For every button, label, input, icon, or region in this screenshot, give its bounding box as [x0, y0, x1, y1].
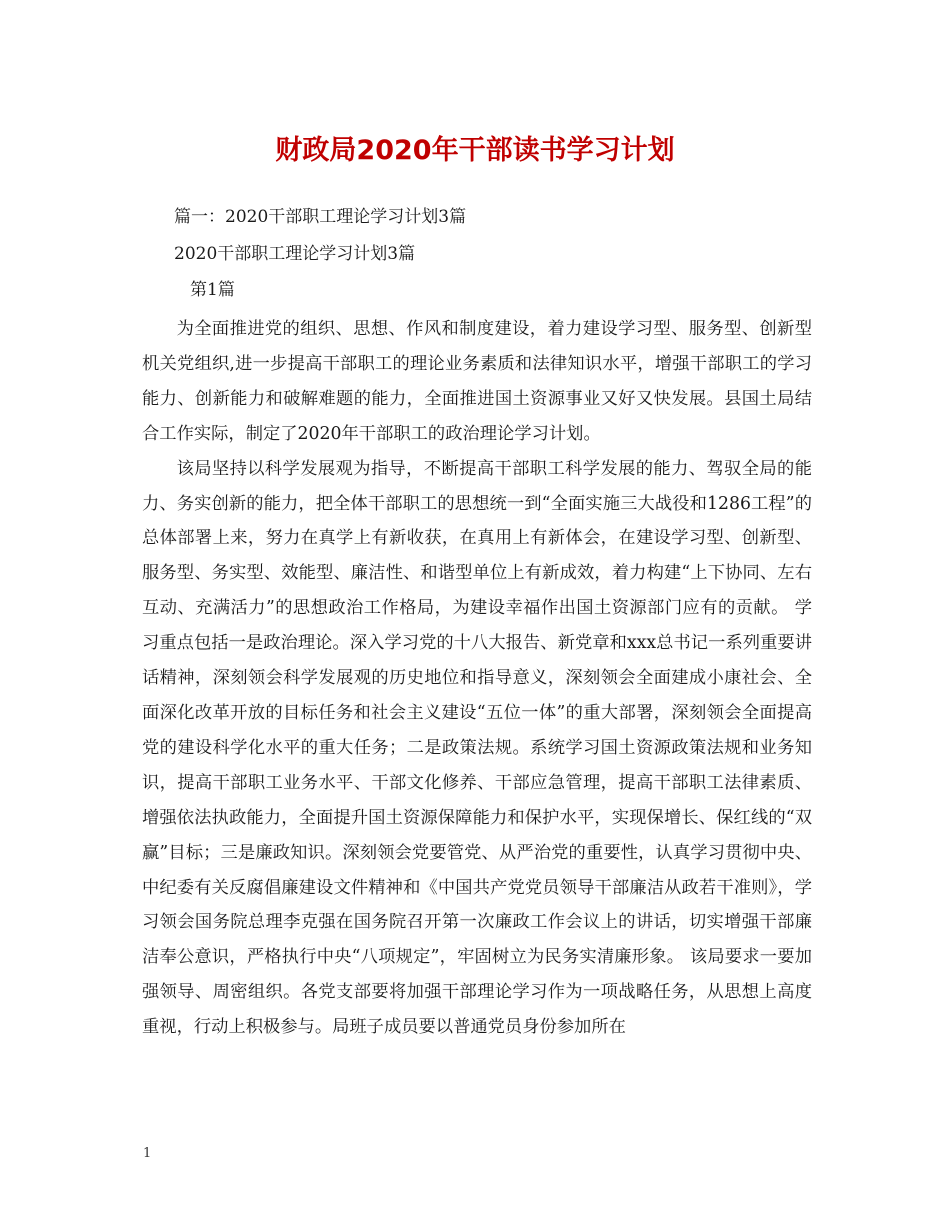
- section-heading: 篇一：2020干部职工理论学习计划3篇: [174, 207, 467, 227]
- body-text: [142, 312, 812, 1045]
- subsection-heading: 2020干部职工理论学习计划3篇: [174, 244, 416, 264]
- page-number: 1: [143, 1146, 152, 1161]
- document-title: 财政局2020年干部读书学习计划: [275, 135, 675, 166]
- paragraph: 该局坚持以科学发展观为指导，不断提高干部职工科学发展的能力、驾驭全局的能力、务实创新的能力，把全体干部职工的思想统一到“全面实施三大战役和1286工程”的总体部署上来，努力在真学上有新收获，在真用上有新体会，在建设学习型、创新型、服务型、务实型、效能型、廉洁性、和谐型单位上有新成效，着力构建“上下协同、左右互动、充满活力”的思想政治工作格局，为建设幸福作出国土资源部门应有的贡献。 学习重点包括一是政治理论。深入学习党的十八大报告、新党章和xxx总书记一系列重要讲话精神，深刻领会科学发展观的历史地位和指导意义，深刻领会全面建成小康社会、全面深化改革开放的目标任务和社会主义建设“五位一体”的重大部署，深刻领会全面提高党的建设科学化水平的重大任务；二是政策法规。系统学习国土资源政策法规和业务知识，提高干部职工业务水平、干部文化修养、干部应急管理，提高干部职工法律素质、增强依法执政能力，全面提升国土资源保障能力和保护水平，实现保增长、保红线的“双赢”目标；三是廉政知识。深刻领会党要管党、从严治党的重要性，认真学习贯彻中央、中纪委有关反腐倡廉建设文件精神和《中国共产党党员领导干部廉洁从政若干准则》，学习领会国务院总理李克强在国务院召开第一次廉政工作会议上的讲话，切实增强干部廉洁奉公意识，严格执行中央“八项规定”，牢固树立为民务实清廉形象。 该局要求一要加强领导、周密组织。各党支部要将加强干部理论学习作为一项战略任务，从思想上高度重视，行动上积极参与。局班子成员要以普通党员身份参加所在: [142, 458, 812, 1038]
- part-heading: 第1篇: [190, 280, 235, 300]
- paragraph: 为全面推进党的组织、思想、作风和制度建设，着力建设学习型、服务型、创新型机关党组织,进一步提高干部职工的理论业务素质和法律知识水平，增强干部职工的学习能力、创新能力和破解难题的能力，全面推进国土资源事业又好又快发展。县国土局结合工作实际，制定了2020年干部职工的政治理论学习计划。: [142, 319, 812, 444]
